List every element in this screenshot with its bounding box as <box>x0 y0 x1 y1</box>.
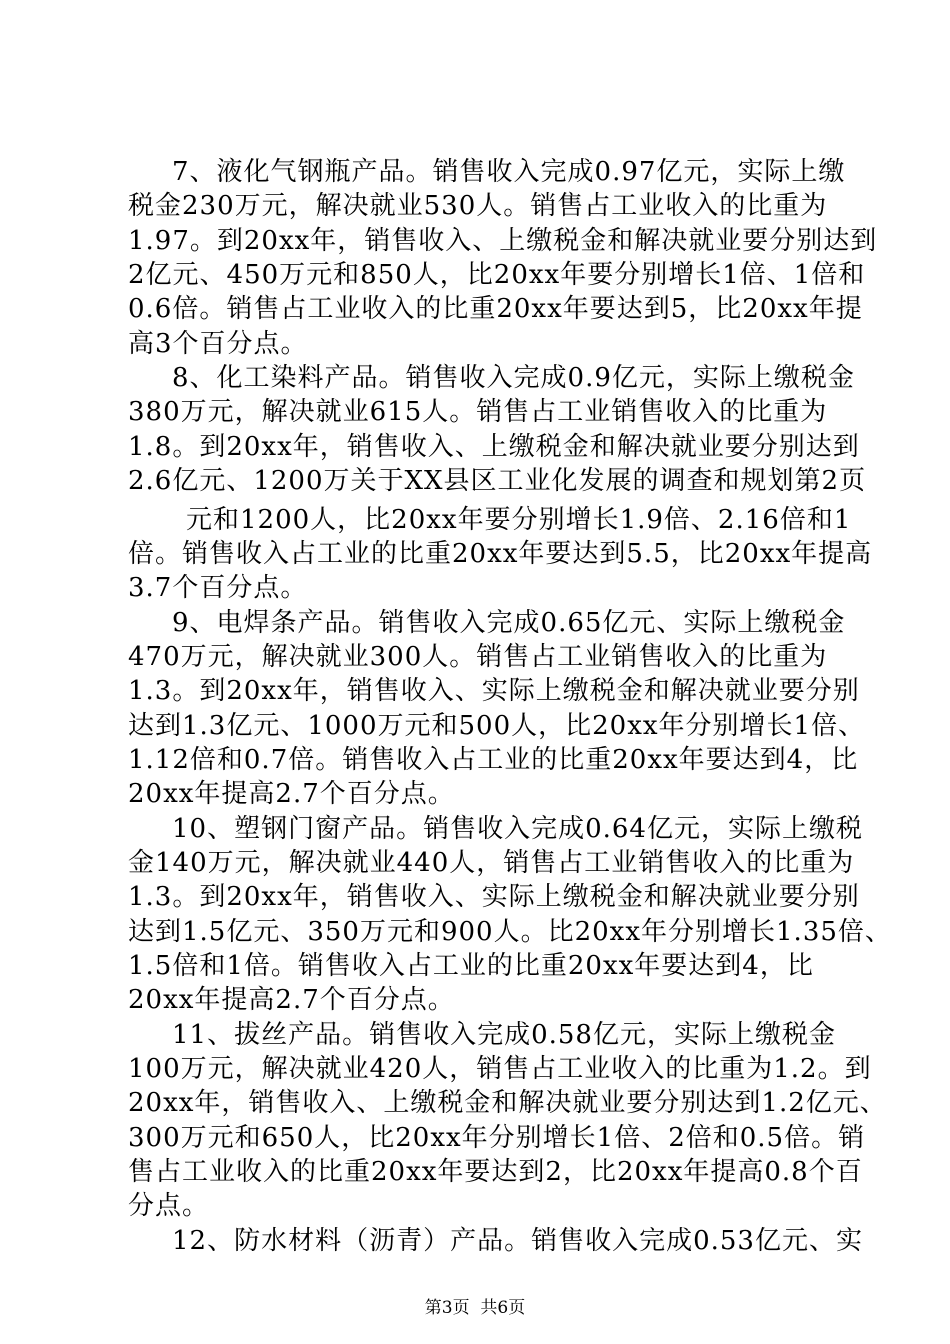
paragraph-9-line-6: 20xx年提高2.7个百分点。 <box>128 779 455 809</box>
paragraph-9-line-5: 1.12倍和0.7倍。销售收入占工业的比重20xx年要达到4，比 <box>128 745 859 775</box>
paragraph-8-line-3: 1.8。到20xx年，销售收入、上缴税金和解决就业要分别达到 <box>128 432 860 462</box>
paragraph-8-line-6: 倍。销售收入占工业的比重20xx年要达到5.5，比20xx年提高 <box>128 539 873 569</box>
paragraph-7-line-5: 0.6倍。销售占工业收入的比重20xx年要达到5，比20xx年提 <box>128 294 863 324</box>
paragraph-11-line-1: 11、拔丝产品。销售收入完成0.58亿元，实际上缴税金 <box>172 1020 836 1050</box>
paragraph-7-line-1: 7、液化气钢瓶产品。销售收入完成0.97亿元，实际上缴 <box>172 157 846 187</box>
paragraph-11-line-3: 20xx年，销售收入、上缴税金和解决就业要分别达到1.2亿元、 <box>128 1088 887 1118</box>
paragraph-9-line-1: 9、电焊条产品。销售收入完成0.65亿元、实际上缴税金 <box>172 608 846 638</box>
paragraph-10-line-1: 10、塑钢门窗产品。销售收入完成0.64亿元，实际上缴税 <box>172 814 863 844</box>
paragraph-8-line-2: 380万元，解决就业615人。销售占工业销售收入的比重为 <box>128 397 828 427</box>
paragraph-11-line-4: 300万元和650人，比20xx年分别增长1倍、2倍和0.5倍。销 <box>128 1123 866 1153</box>
paragraph-8-line-7: 3.7个百分点。 <box>128 573 308 603</box>
paragraph-11-line-5: 售占工业收入的比重20xx年要达到2，比20xx年提高0.8个百 <box>128 1157 863 1187</box>
paragraph-7-line-2: 税金230万元，解决就业530人。销售占工业收入的比重为 <box>128 191 828 221</box>
paragraph-9-line-2: 470万元，解决就业300人。销售占工业销售收入的比重为 <box>128 642 828 672</box>
paragraph-10-line-3: 1.3。到20xx年，销售收入、实际上缴税金和解决就业要分别 <box>128 882 860 912</box>
paragraph-10-line-6: 20xx年提高2.7个百分点。 <box>128 985 455 1015</box>
paragraph-9-line-4: 达到1.3亿元、1000万元和500人，比20xx年分别增长1倍、 <box>128 711 866 741</box>
paragraph-7-line-4: 2亿元、450万元和850人，比20xx年要分别增长1倍、1倍和 <box>128 260 866 290</box>
paragraph-10-line-5: 1.5倍和1倍。销售收入占工业的比重20xx年要达到4，比 <box>128 951 814 981</box>
paragraph-7-line-6: 高3个百分点。 <box>128 329 308 359</box>
paragraph-11-line-6: 分点。 <box>128 1191 210 1221</box>
page-footer: 第3页 共6页 <box>424 1298 526 1318</box>
paragraph-7-line-3: 1.97。到20xx年，销售收入、上缴税金和解决就业要分别达到 <box>128 226 878 256</box>
paragraph-8-line-1: 8、化工染料产品。销售收入完成0.9亿元，实际上缴税金 <box>172 363 855 393</box>
paragraph-12-line-1: 12、防水材料（沥青）产品。销售收入完成0.53亿元、实 <box>172 1226 863 1256</box>
paragraph-11-line-2: 100万元，解决就业420人，销售占工业收入的比重为1.2。到 <box>128 1054 872 1084</box>
paragraph-8-line-5: 元和1200人，比20xx年要分别增长1.9倍、2.16倍和1 <box>186 505 852 535</box>
paragraph-9-line-3: 1.3。到20xx年，销售收入、实际上缴税金和解决就业要分别 <box>128 676 860 706</box>
paragraph-10-line-4: 达到1.5亿元、350万元和900人。比20xx年分别增长1.35倍、 <box>128 917 892 947</box>
paragraph-10-line-2: 金140万元，解决就业440人，销售占工业销售收入的比重为 <box>128 848 855 878</box>
paragraph-8-line-4: 2.6亿元、1200万关于XX县区工业化发展的调查和规划第2页 <box>128 466 867 496</box>
